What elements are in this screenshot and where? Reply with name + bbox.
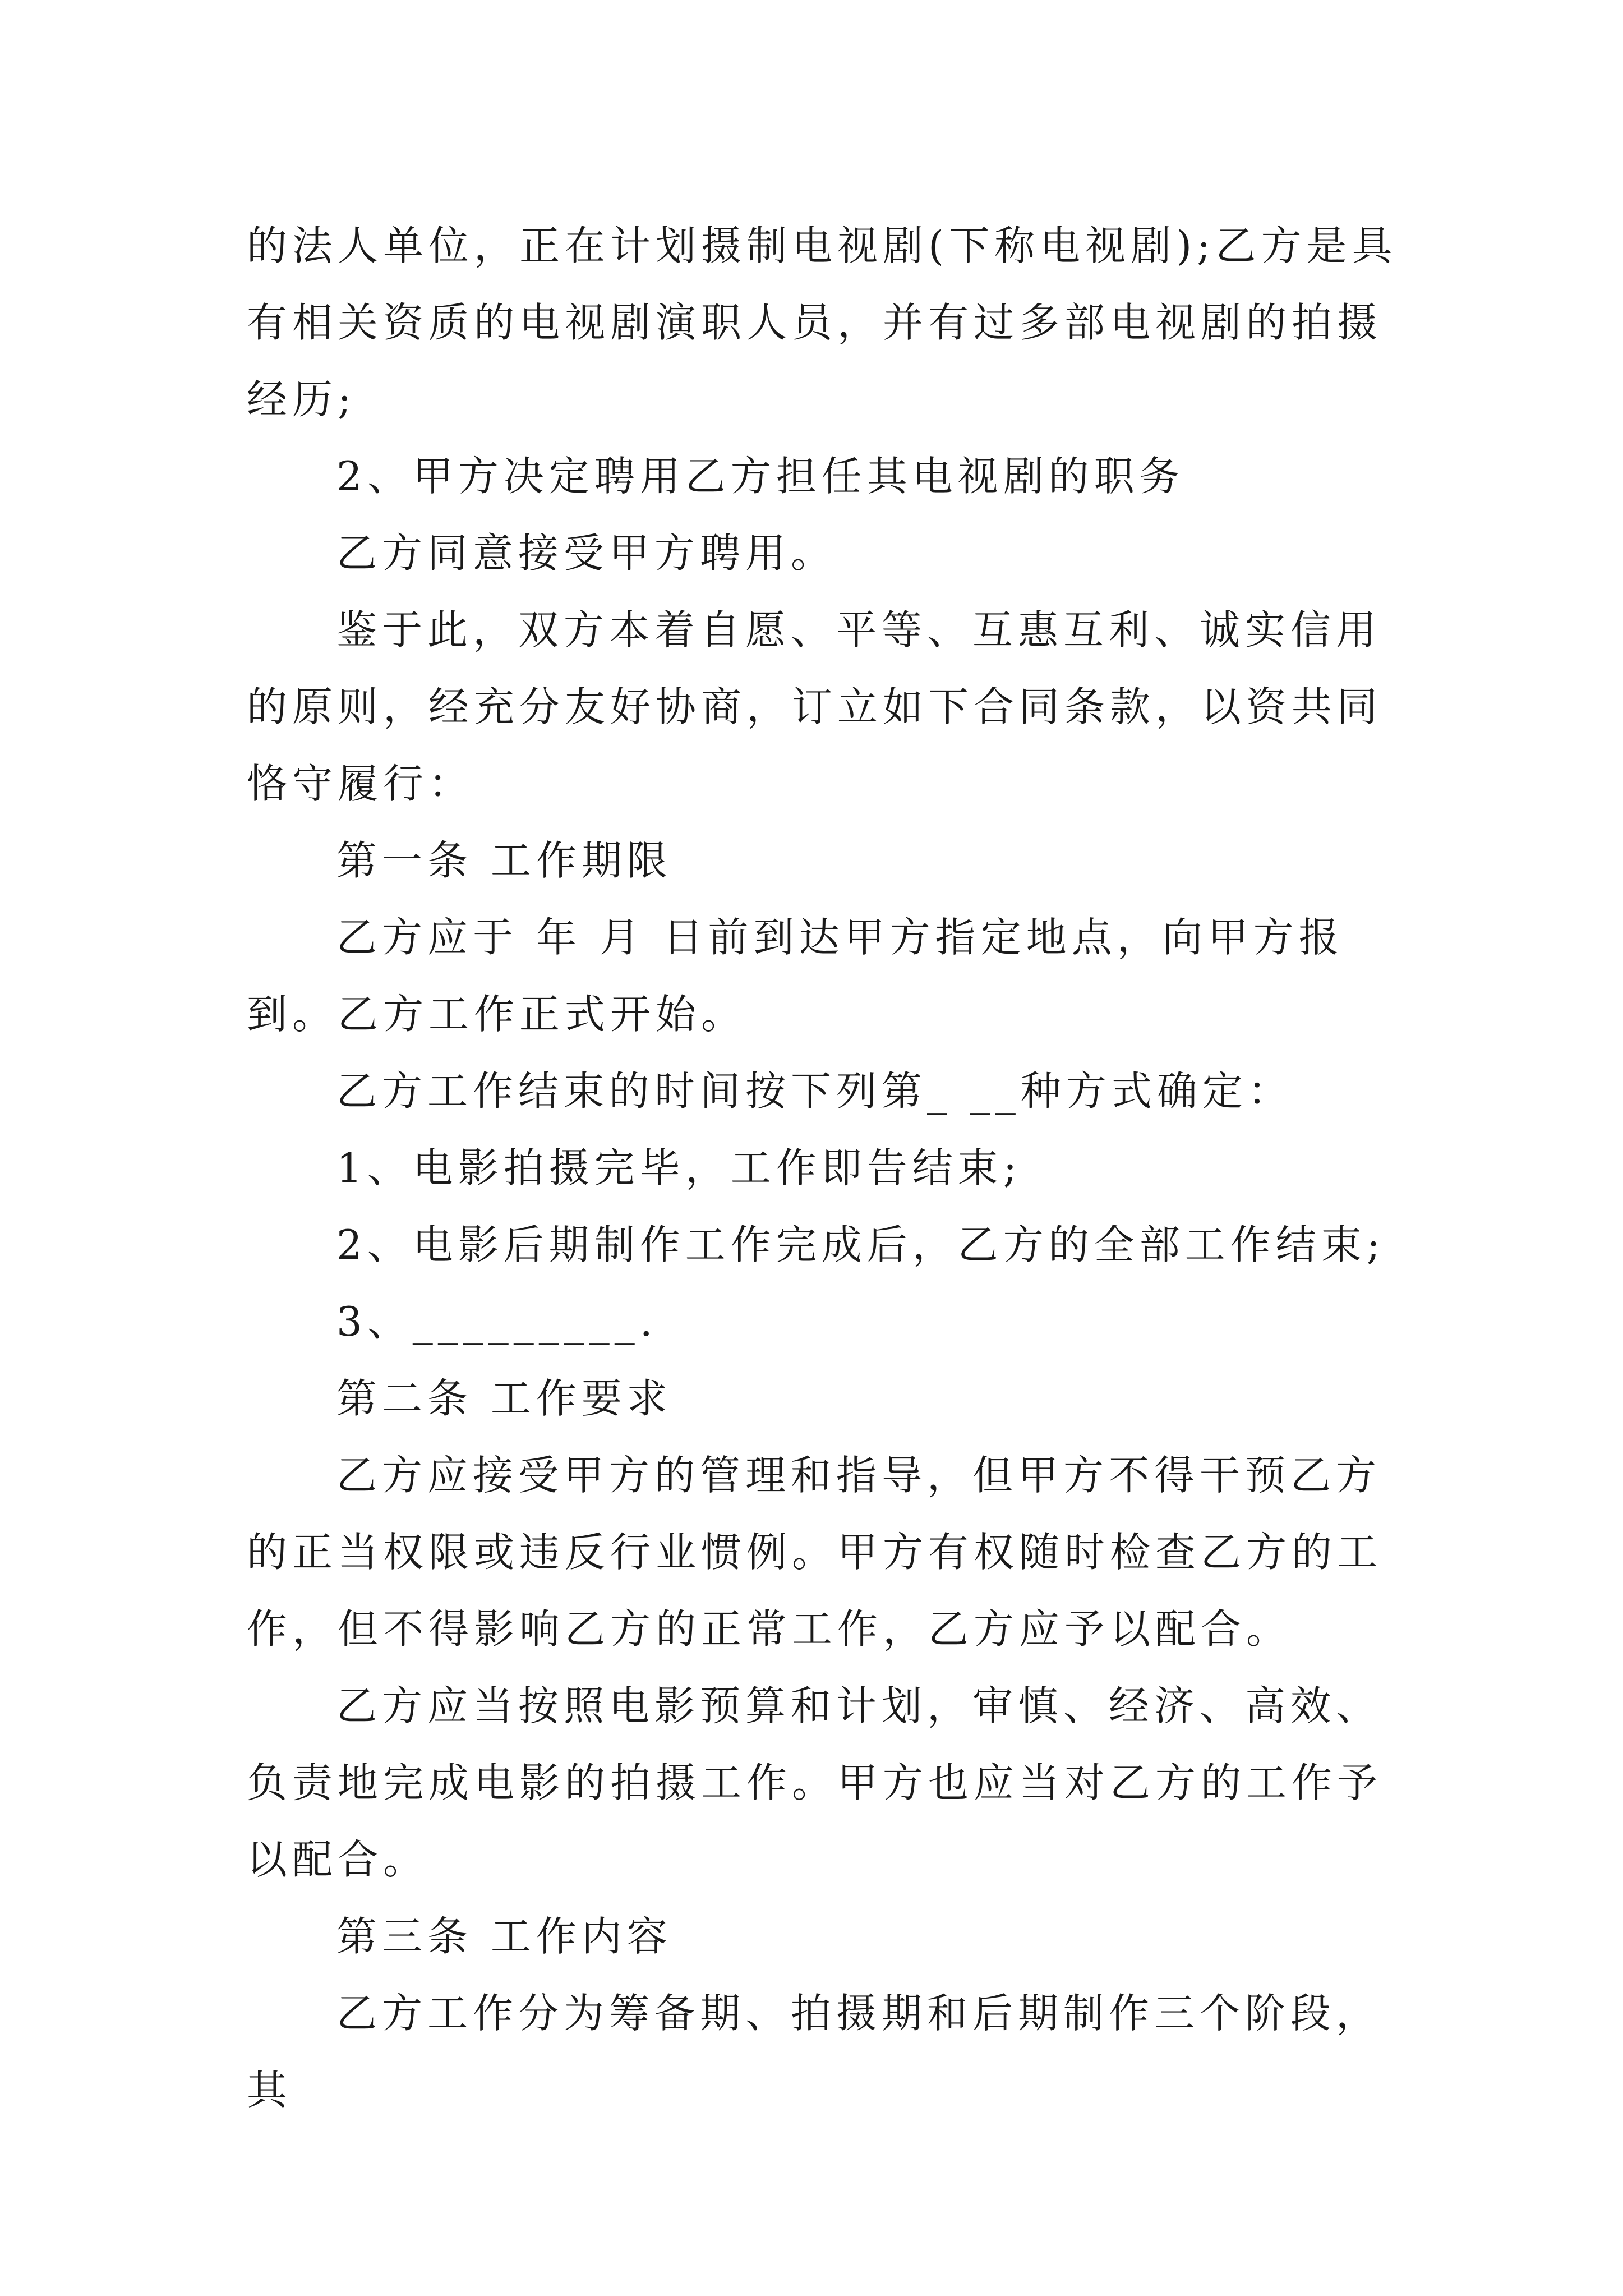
article-3-heading: 第三条 工作内容 <box>336 1913 672 1960</box>
document-body <box>247 208 1413 2129</box>
article-2-heading: 第二条 工作要求 <box>336 1375 672 1422</box>
list-item-3: 3、_________. <box>336 1298 658 1345</box>
list-item-1: 1、电影拍摄完毕，工作即告结束; <box>336 1144 1022 1191</box>
paragraph-item-2: 2、甲方决定聘用乙方担任其电视剧的职务 <box>336 453 1185 500</box>
paragraph-management: 乙方应接受甲方的管理和指导，但甲方不得干预乙方的正当权限或违反行业惯例。甲方有权随时检查乙方的工作，但不得影响乙方的正常工作，乙方应予以配合。 <box>247 1452 1383 1653</box>
paragraph-principles: 鉴于此，双方本着自愿、平等、互惠互利、诚实信用的原则，经充分友好协商，订立如下合同条款，以资共同恪守履行： <box>247 606 1383 807</box>
paragraph-budget: 乙方应当按照电影预算和计划，审慎、经济、高效、负责地完成电影的拍摄工作。甲方也应当对乙方的工作予以配合。 <box>247 1682 1383 1883</box>
paragraph-work-phases: 乙方工作分为筹备期、拍摄期和后期制作三个阶段，其 <box>247 1990 1382 2114</box>
paragraph-report-date: 乙方应于 年 月 日前到达甲方指定地点，向甲方报到。乙方工作正式开始。 <box>247 914 1344 1038</box>
list-item-2: 2、电影后期制作工作完成后，乙方的全部工作结束; <box>336 1221 1386 1268</box>
article-1-heading: 第一条 工作期限 <box>336 837 672 884</box>
paragraph-consent: 乙方同意接受甲方聘用。 <box>336 530 837 577</box>
paragraph-end-method: 乙方工作结束的时间按下列第_ __种方式确定： <box>336 1068 1293 1115</box>
paragraph-intro: 的法人单位，正在计划摄制电视剧(下称电视剧);乙方是具有相关资质的电视剧演职人员，并有过多部电视剧的拍摄经历; <box>247 222 1398 423</box>
